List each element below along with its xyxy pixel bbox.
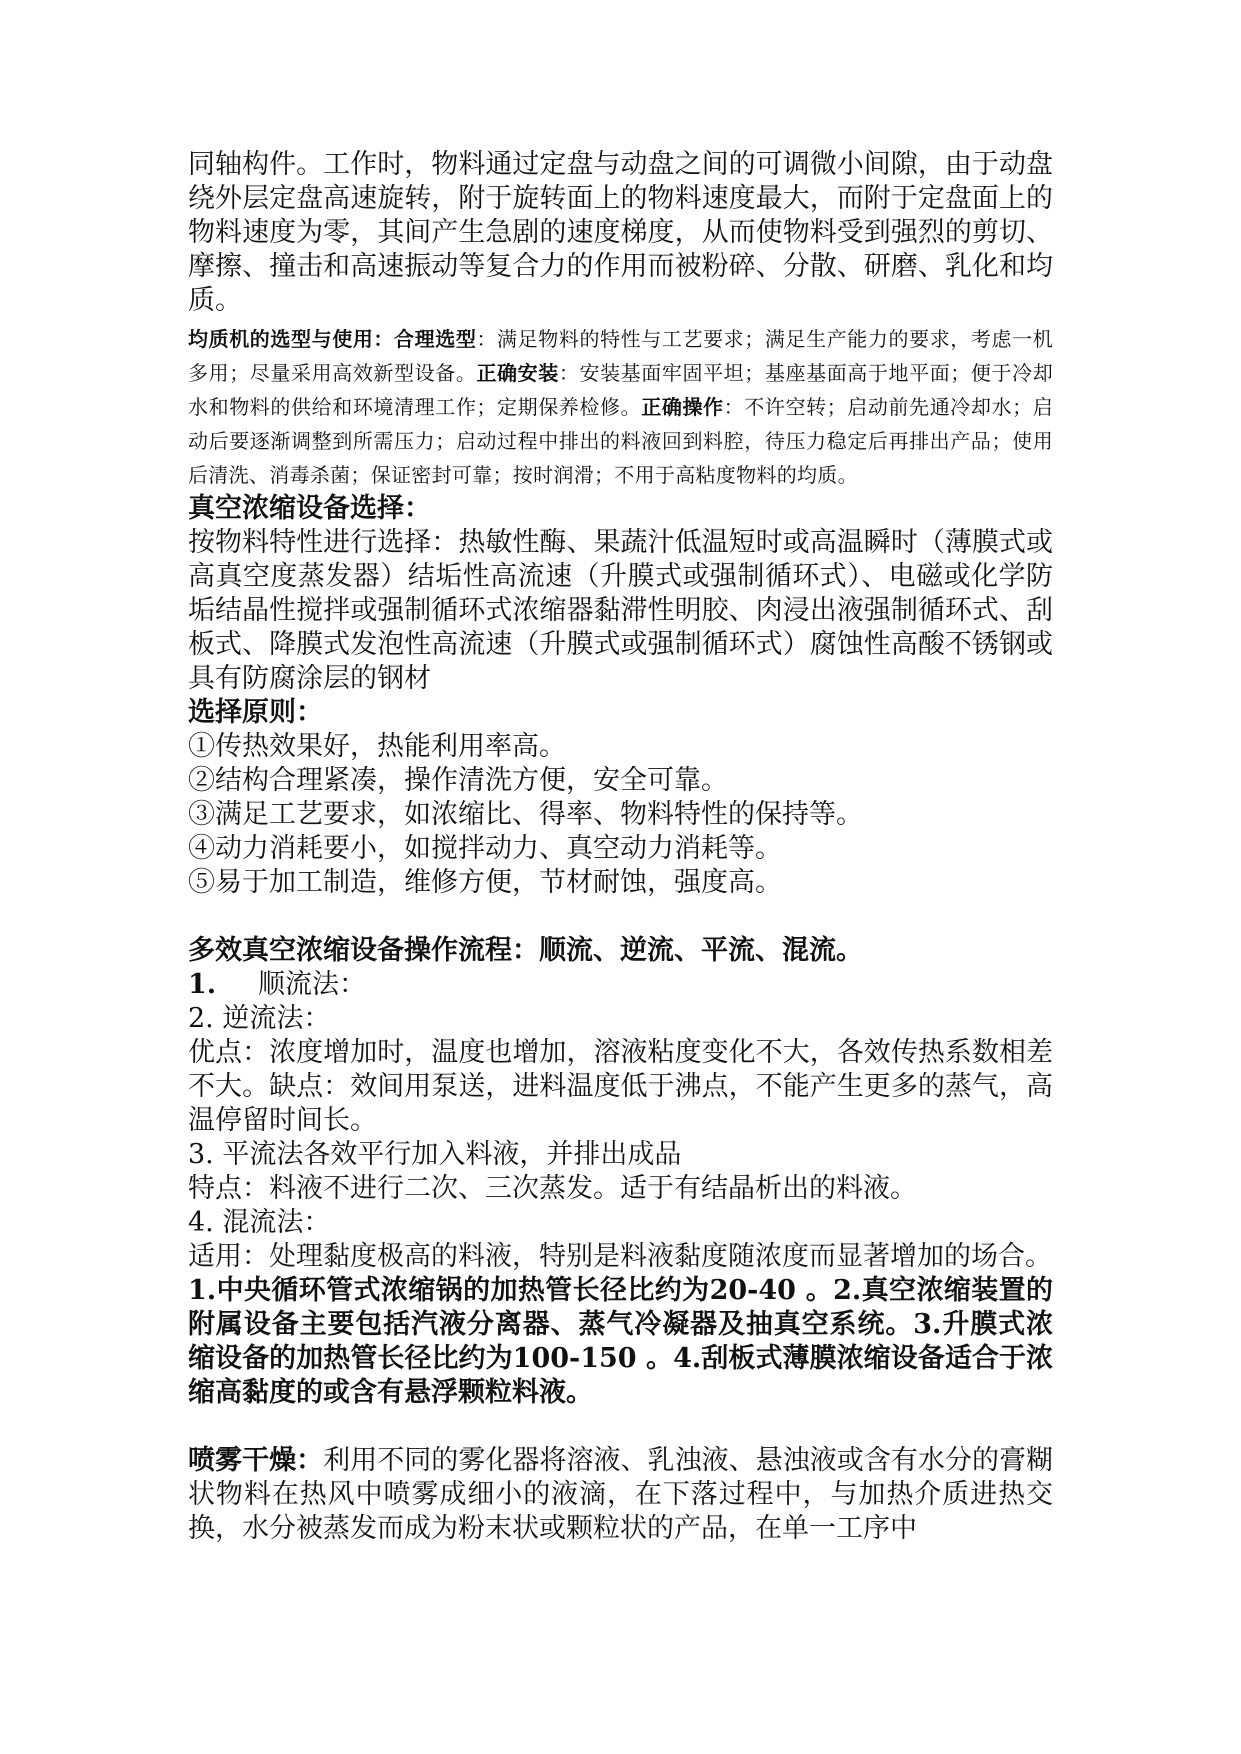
flow-item-1-text: 顺流法：: [258, 969, 366, 1000]
spray-paragraph: [188, 1444, 1053, 1546]
operate-label: 正确操作: [641, 395, 724, 419]
principle-item: ①传热效果好，热能利用率高。: [188, 731, 566, 762]
principle-item: ④动力消耗要小，如搅拌动力、真空动力消耗等。: [188, 833, 782, 864]
flow-item-3-desc: 特点：料液不进行二次、三次蒸发。适于有结晶析出的料液。: [188, 1173, 917, 1204]
facts-paragraph: 1.中央循环管式浓缩锅的加热管长径比约为20-40 。2.真空浓缩装置的附属设备主要包括汽液分离器、蒸气冷凝器及抽真空系统。3.升膜式浓缩设备的加热管长径比约为100-150 。4.刮板式薄膜浓缩设备适合于浓缩高黏度的或含有悬浮颗粒料液。: [188, 1275, 1053, 1408]
homogenizer-label: 均质机的选型与使用：: [188, 327, 395, 351]
vacuum-select-text: 按物料特性进行选择：热敏性酶、果蔬汁低温短时或高温瞬时（薄膜式或高真空度蒸发器）结垢性高流速（升膜式或强制循环式）、电磁或化学防垢结晶性搅拌或强制循环式浓缩器黏滞性明胶、肉浸出液强制循环式、刮板式、降膜式发泡性高流速（升膜式或强制循环式）腐蚀性高酸不锈钢或具有防腐涂层的钢材: [188, 527, 1053, 694]
selection-label: 合理选型: [394, 327, 477, 351]
flow-item-2-desc: 优点：浓度增加时，温度也增加，溶液粘度变化不大，各效传热系数相差不大。缺点：效间用泵送，进料温度低于沸点，不能产生更多的蒸气，高温停留时间长。: [188, 1037, 1053, 1136]
principle-item: ②结构合理紧凑，操作清洗方便，安全可靠。: [188, 765, 728, 796]
multi-effect-heading: 多效真空浓缩设备操作流程：顺流、逆流、平流、混流。: [188, 935, 863, 966]
spray-label: 喷雾干燥：: [188, 1445, 324, 1476]
flow-item-3: 3. 平流法各效平行加入料液，并排出成品: [188, 1139, 682, 1170]
flow-item-1-number: 1.: [188, 969, 217, 1000]
spray-text: 利用不同的雾化器将溶液、乳浊液、悬浊液或含有水分的膏糊状物料在热风中喷雾成细小的液滴，在下落过程中，与加热介质进热交换，水分被蒸发而成为粉末状或颗粒状的产品，在单一工序中: [188, 1445, 1054, 1544]
vacuum-select-heading: 真空浓缩设备选择：: [188, 493, 431, 524]
selection-text: ：满足物料的特性与工艺要求；满足生产能力的要求，考虑一机多用；尽量采用高效新型设备。: [188, 327, 1054, 385]
operate-text: ：不许空转；启动前先通冷却水；启动后要逐渐调整到所需压力；启动过程中排出的料液回到料腔，待压力稳定后再排出产品；使用后清洗、消毒杀菌；保证密封可靠；按时润滑；不用于高粘度物料的均质。: [188, 395, 1053, 487]
intro-paragraph: 同轴构件。工作时，物料通过定盘与动盘之间的可调微小间隙，由于动盘绕外层定盘高速旋转，附于旋转面上的物料速度最大，而附于定盘面上的物料速度为零，其间产生急剧的速度梯度，从而使物料受到强烈的剪切、摩擦、撞击和高速振动等复合力的作用而被粉碎、分散、研磨、乳化和均质。: [188, 149, 1053, 316]
flow-item-4-desc: 适用：处理黏度极高的料液，特别是料液黏度随浓度而显著增加的场合。: [188, 1241, 1052, 1272]
document-page: [188, 148, 1053, 1546]
principle-item: ③满足工艺要求，如浓缩比、得率、物料特性的保持等。: [188, 799, 863, 830]
principles-heading: 选择原则：: [188, 697, 323, 728]
spacer: [188, 1410, 1053, 1444]
flow-item-1: [188, 968, 1053, 1002]
install-label: 正确安装: [476, 361, 559, 385]
principle-item: ⑤易于加工制造，维修方便，节材耐蚀，强度高。: [188, 867, 782, 898]
spacer: [188, 900, 1053, 934]
homogenizer-paragraph: [188, 322, 1053, 492]
flow-item-4: 4. 混流法：: [188, 1207, 331, 1238]
flow-item-2: 2. 逆流法：: [188, 1003, 331, 1034]
install-text: ：安装基面牢固平坦；基座基面高于地平面；便于冷却水和物料的供给和环境清理工作；定期保养检修。: [188, 361, 1054, 419]
